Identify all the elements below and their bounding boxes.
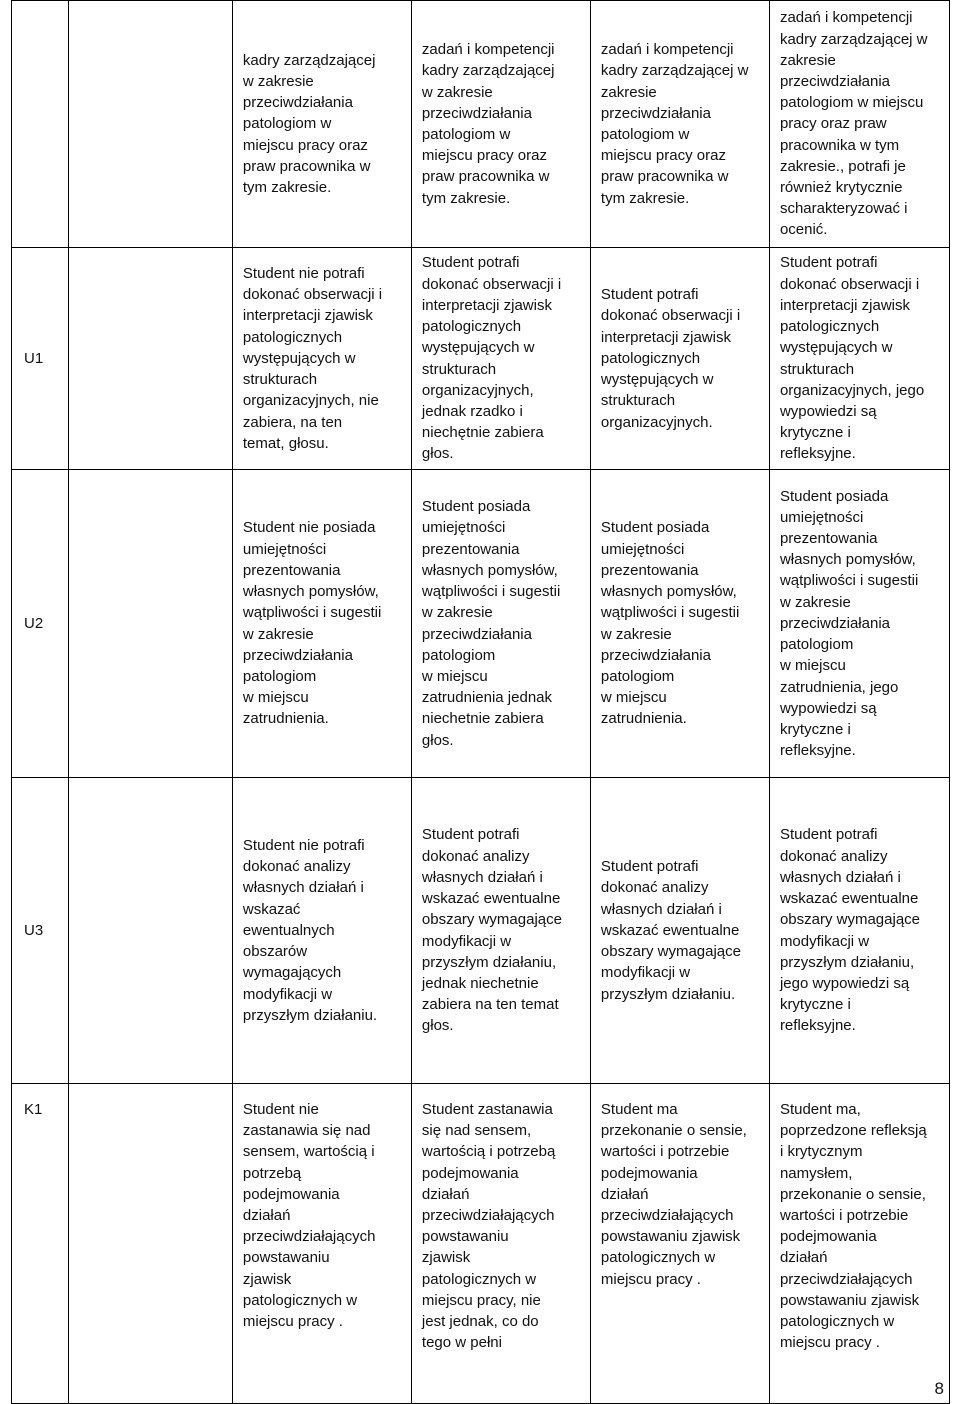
table-row <box>12 1084 950 1404</box>
empty-cell <box>68 778 232 1084</box>
cell-text: Student nie zastanawia się nad sensem, wartością i potrzebą podejmowania działań przeciwdziałających powstawaniu zjawisk patologicznych w miejscu pracy . <box>242 1101 376 1331</box>
grade-cell-2 <box>411 248 590 470</box>
cell-text: Student posiada umiejętności prezentowania własnych pomysłów, wątpliwości i sugestii w zakresie przeciwdziałania patologiom w miejscu zatrudnienia, jego wypowiedzi są krytyczne i refleksyjne. <box>779 487 919 760</box>
grade-cell-2 <box>411 778 590 1084</box>
empty-cell <box>68 248 232 470</box>
cell-text: Student posiada umiejętności prezentowania własnych pomysłów, wątpliwości i sugestii w zakresie przeciwdziałania patologiom w miejscu zatrudnienia jednak niechetnie zabiera głos. <box>421 498 561 749</box>
cell-text: Student posiada umiejętności prezentowania własnych pomysłów, wątpliwości i sugestii w zakresie przeciwdziałania patologiom w miejscu zatrudnienia. <box>600 519 740 728</box>
grade-cell-1 <box>232 778 411 1084</box>
grade-cell-4 <box>769 470 949 778</box>
cell-text: kadry zarządzającej w zakresie przeciwdziałania patologiom w miejscu pracy oraz praw pracownika w tym zakresie. <box>242 51 376 196</box>
grade-cell-2 <box>411 1084 590 1404</box>
row-code: U3 <box>12 778 69 1084</box>
row-code <box>12 1 69 248</box>
grade-cell-3 <box>590 1 769 248</box>
cell-text: zadań i kompetencji kadry zarządzającej w zakresie przeciwdziałania patologiom w miejscu pracy oraz praw pracownika w tym zakresie. <box>600 41 749 207</box>
grade-cell-3 <box>590 1084 769 1404</box>
cell-text: Student potrafi dokonać obserwacji i interpretacji zjawisk patologicznych występujących w strukturach organizacyjnych, jednak rzadko i niechętnie zabiera głos. <box>421 254 562 463</box>
empty-cell <box>68 1 232 248</box>
grade-cell-4 <box>769 248 949 470</box>
cell-text: Student potrafi dokonać analizy własnych działań i wskazać ewentualne obszary wymagające modyfikacji w przyszłym działaniu, jednak niechetnie zabiera na ten temat głos. <box>421 826 562 1035</box>
cell-text: Student ma przekonanie o sensie, wartości i potrzebie podejmowania działań przeciwdziałających powstawaniu zjawisk patologicznych w miejscu pracy . <box>600 1101 747 1288</box>
grade-cell-2 <box>411 1 590 248</box>
row-code: U1 <box>12 248 69 470</box>
cell-text: Student zastanawia się nad sensem, wartością i potrzebą podejmowania działań przeciwdziałających powstawaniu zjawisk patologicznych w miejscu pracy, nie jest jednak, co do tego w pełni <box>421 1101 556 1352</box>
grade-cell-3 <box>590 778 769 1084</box>
cell-text: Student nie potrafi dokonać obserwacji i interpretacji zjawisk patologicznych występujących w strukturach organizacyjnych, nie zabiera, na ten temat, głosu. <box>242 265 383 452</box>
grade-cell-4 <box>769 1084 949 1404</box>
cell-text: Student potrafi dokonać analizy własnych działań i wskazać ewentualne obszary wymagające modyfikacji w przyszłym działaniu, jego wypowiedzi są krytyczne i refleksyjne. <box>779 826 920 1035</box>
table-row <box>12 778 950 1084</box>
cell-text: zadań i kompetencji kadry zarządzającej w zakresie przeciwdziałania patologiom w miejscu pracy oraz praw pracownika w tym zakresie. <box>421 41 555 207</box>
grade-cell-1 <box>232 248 411 470</box>
cell-text: Student ma, poprzedzone refleksją i krytycznym namysłem, przekonanie o sensie, wartości i potrzebie podejmowania działań przeciwdziałających powstawaniu zjawisk patologicznych w miejscu pracy . <box>779 1101 927 1352</box>
grade-cell-2 <box>411 470 590 778</box>
row-code: U2 <box>12 470 69 778</box>
assessment-criteria-table <box>11 0 950 1404</box>
cell-text: zadań i kompetencji kadry zarządzającej w zakresie przeciwdziałania patologiom w miejscu pracy oraz praw pracownika w tym zakresie., potrafi je również krytycznie scharakteryzować i ocenić. <box>779 9 928 239</box>
page-number: 8 <box>934 1379 944 1398</box>
empty-cell <box>68 1084 232 1404</box>
table-row <box>12 248 950 470</box>
cell-text: Student potrafi dokonać obserwacji i interpretacji zjawisk patologicznych występujących w strukturach organizacyjnych. <box>600 286 741 431</box>
grade-cell-3 <box>590 248 769 470</box>
table-row <box>12 470 950 778</box>
grade-cell-3 <box>590 470 769 778</box>
cell-text: Student nie posiada umiejętności prezentowania własnych pomysłów, wątpliwości i sugestii w zakresie przeciwdziałania patologiom w miejscu zatrudnienia. <box>242 519 382 728</box>
grade-cell-4 <box>769 1 949 248</box>
table-row <box>12 1 950 248</box>
row-code: K1 <box>12 1084 69 1404</box>
cell-text: Student potrafi dokonać obserwacji i interpretacji zjawisk patologicznych występujących w strukturach organizacyjnych, jego wypowiedzi są krytyczne i refleksyjne. <box>779 254 925 463</box>
grade-cell-1 <box>232 470 411 778</box>
grade-cell-4 <box>769 778 949 1084</box>
empty-cell <box>68 470 232 778</box>
cell-text: Student potrafi dokonać analizy własnych działań i wskazać ewentualne obszary wymagające modyfikacji w przyszłym działaniu. <box>600 858 741 1003</box>
grade-cell-1 <box>232 1 411 248</box>
cell-text: Student nie potrafi dokonać analizy własnych działań i wskazać ewentualnych obszarów wymagających modyfikacji w przyszłym działaniu. <box>242 837 378 1024</box>
grade-cell-1 <box>232 1084 411 1404</box>
